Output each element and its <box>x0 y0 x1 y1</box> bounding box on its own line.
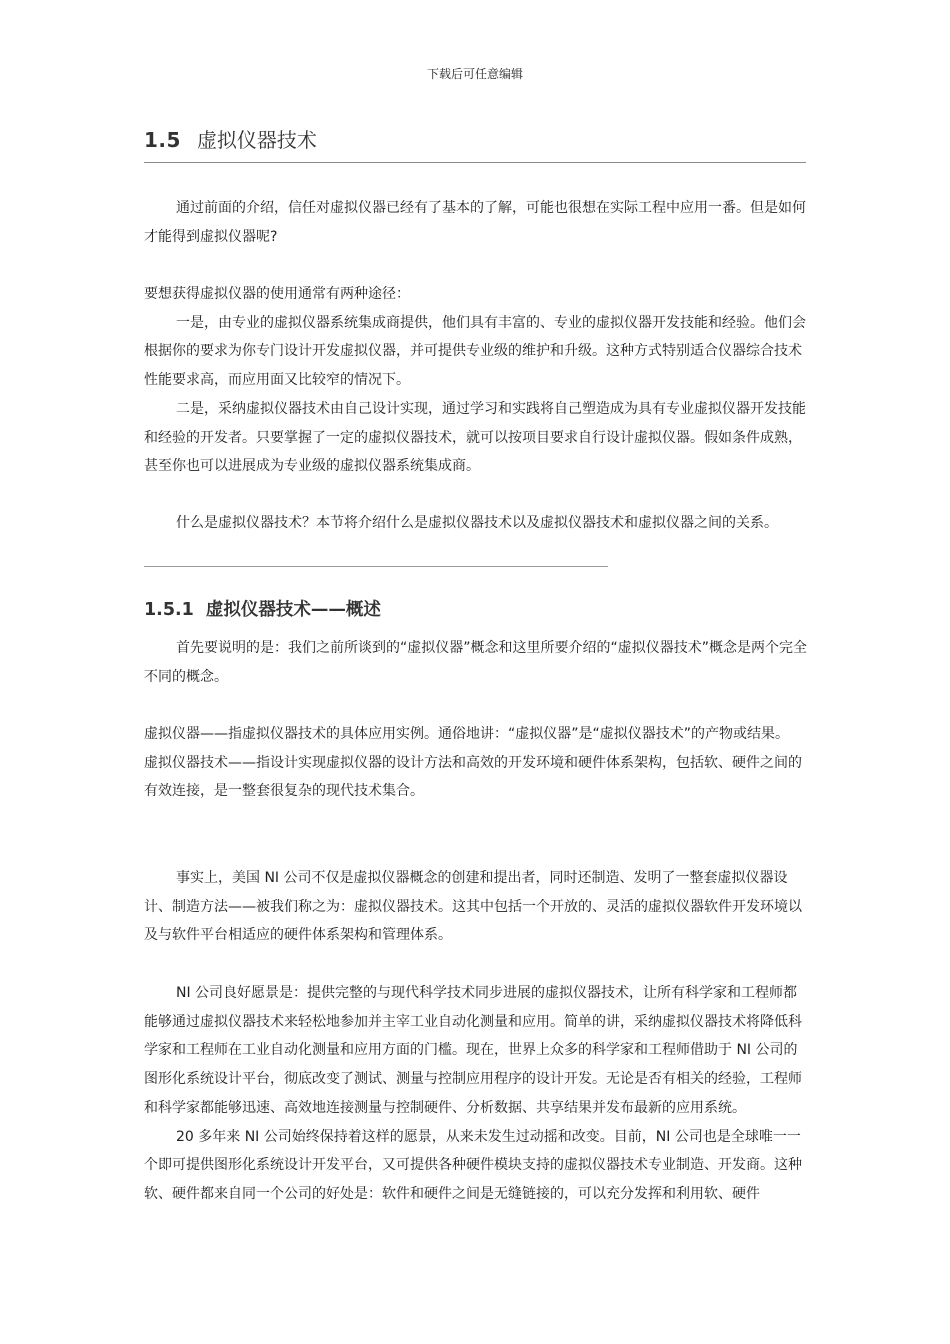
subsection-number: 1.5.1 <box>144 600 194 620</box>
intro-paragraph-5: 什么是虚拟仪器技术？本节将介绍什么是虚拟仪器技术以及虚拟仪器技术和虚拟仪器之间的关系。 <box>176 515 778 531</box>
intro-paragraph-2: 要想获得虚拟仪器的使用通常有两种途径： <box>144 286 410 302</box>
overview-paragraph-6: 20 多年来 NI 公司始终保持着这样的愿景，从来未发生过动摇和改变。目前，NI 公司也是全球唯一一个即可提供图形化系统设计开发平台，又可提供各种硬件模块支持的虚拟仪器技术专业制造、开发商。这种软、硬件都来自同一个公司的好处是：软件和硬件之间是无缝链接的，可以充分发挥和利用软、硬件 <box>144 1128 802 1202</box>
overview-paragraph-1: 首先要说明的是：我们之前所谈到的“虚拟仪器”概念和这里所要介绍的“虚拟仪器技术”概念是两个完全不同的概念。 <box>144 640 808 685</box>
overview-paragraph-4-block <box>144 864 808 950</box>
overview-definition-instrument: 虚拟仪器——指虚拟仪器技术的具体应用实例。通俗地讲：“虚拟仪器”是“虚拟仪器技术”的产物或结果。 <box>144 726 790 742</box>
intro-paragraph-3: 一是，由专业的虚拟仪器系统集成商提供，他们具有丰富的、专业的虚拟仪器开发技能和经验。他们会根据你的要求为你专门设计开发虚拟仪器，并可提供专业级的维护和升级。这种方式特别适合仪器综合技术性能要求高，而应用面又比较窄的情况下。 <box>144 314 806 389</box>
overview-paragraph-5: NI 公司良好愿景是：提供完整的与现代科学技术同步进展的虚拟仪器技术，让所有科学家和工程师都能够通过虚拟仪器技术来轻松地参加并主宰工业自动化测量和应用。简单的讲，采纳虚拟仪器技术将降低科学家和工程师在工业自动化测量和应用方面的门槛。现在，世界上众多的科学家和工程师借助于 NI 公司的图形化系统设计平台，彻底改变了测试、测量与控制应用程序的设计开发。无论是否有相关的经验，工程师和科学家都能够迅速、高效地连接测量与控制硬件、分析数据、共享结果并发布最新的应用系统。 <box>144 985 802 1116</box>
overview-definition-technology: 虚拟仪器技术——指设计实现虚拟仪器的设计方法和高效的开发环境和硬件体系架构，包括软、硬件之间的有效连接，是一整套很复杂的现代技术集合。 <box>144 754 802 800</box>
intro-paragraph-1-block <box>144 194 808 251</box>
section-heading <box>144 124 806 163</box>
page-header-note: 下载后可任意编辑 <box>426 67 523 81</box>
intro-paragraphs-block <box>144 280 808 481</box>
overview-paragraphs-5-6-block <box>144 979 808 1209</box>
section-title: 虚拟仪器技术 <box>196 128 317 152</box>
section-divider <box>144 566 608 567</box>
intro-paragraph-1: 通过前面的介绍，信任对虚拟仪器已经有了基本的了解，可能也很想在实际工程中应用一番。但是如何才能得到虚拟仪器呢? <box>144 200 806 245</box>
intro-paragraph-5-block <box>144 509 808 538</box>
overview-paragraph-4: 事实上，美国 NI 公司不仅是虚拟仪器概念的创建和提出者，同时还制造、发明了一整套虚拟仪器设计、制造方法——被我们称之为：虚拟仪器技术。这其中包括一个开放的、灵活的虚拟仪器软件开发环境以及与软件平台相适应的硬件体系架构和管理体系。 <box>144 870 802 944</box>
overview-paragraph-1-block <box>144 634 808 691</box>
subsection-title: 虚拟仪器技术——概述 <box>205 600 381 620</box>
subsection-heading <box>144 596 381 624</box>
section-number: 1.5 <box>144 128 181 152</box>
intro-paragraph-4: 二是，采纳虚拟仪器技术由自己设计实现，通过学习和实践将自己塑造成为具有专业虚拟仪器开发技能和经验的开发者。只要掌握了一定的虚拟仪器技术，就可以按项目要求自行设计虚拟仪器。假如条件成熟，甚至你也可以进展成为专业级的虚拟仪器系统集成商。 <box>144 400 806 475</box>
overview-definitions-block <box>144 720 808 806</box>
